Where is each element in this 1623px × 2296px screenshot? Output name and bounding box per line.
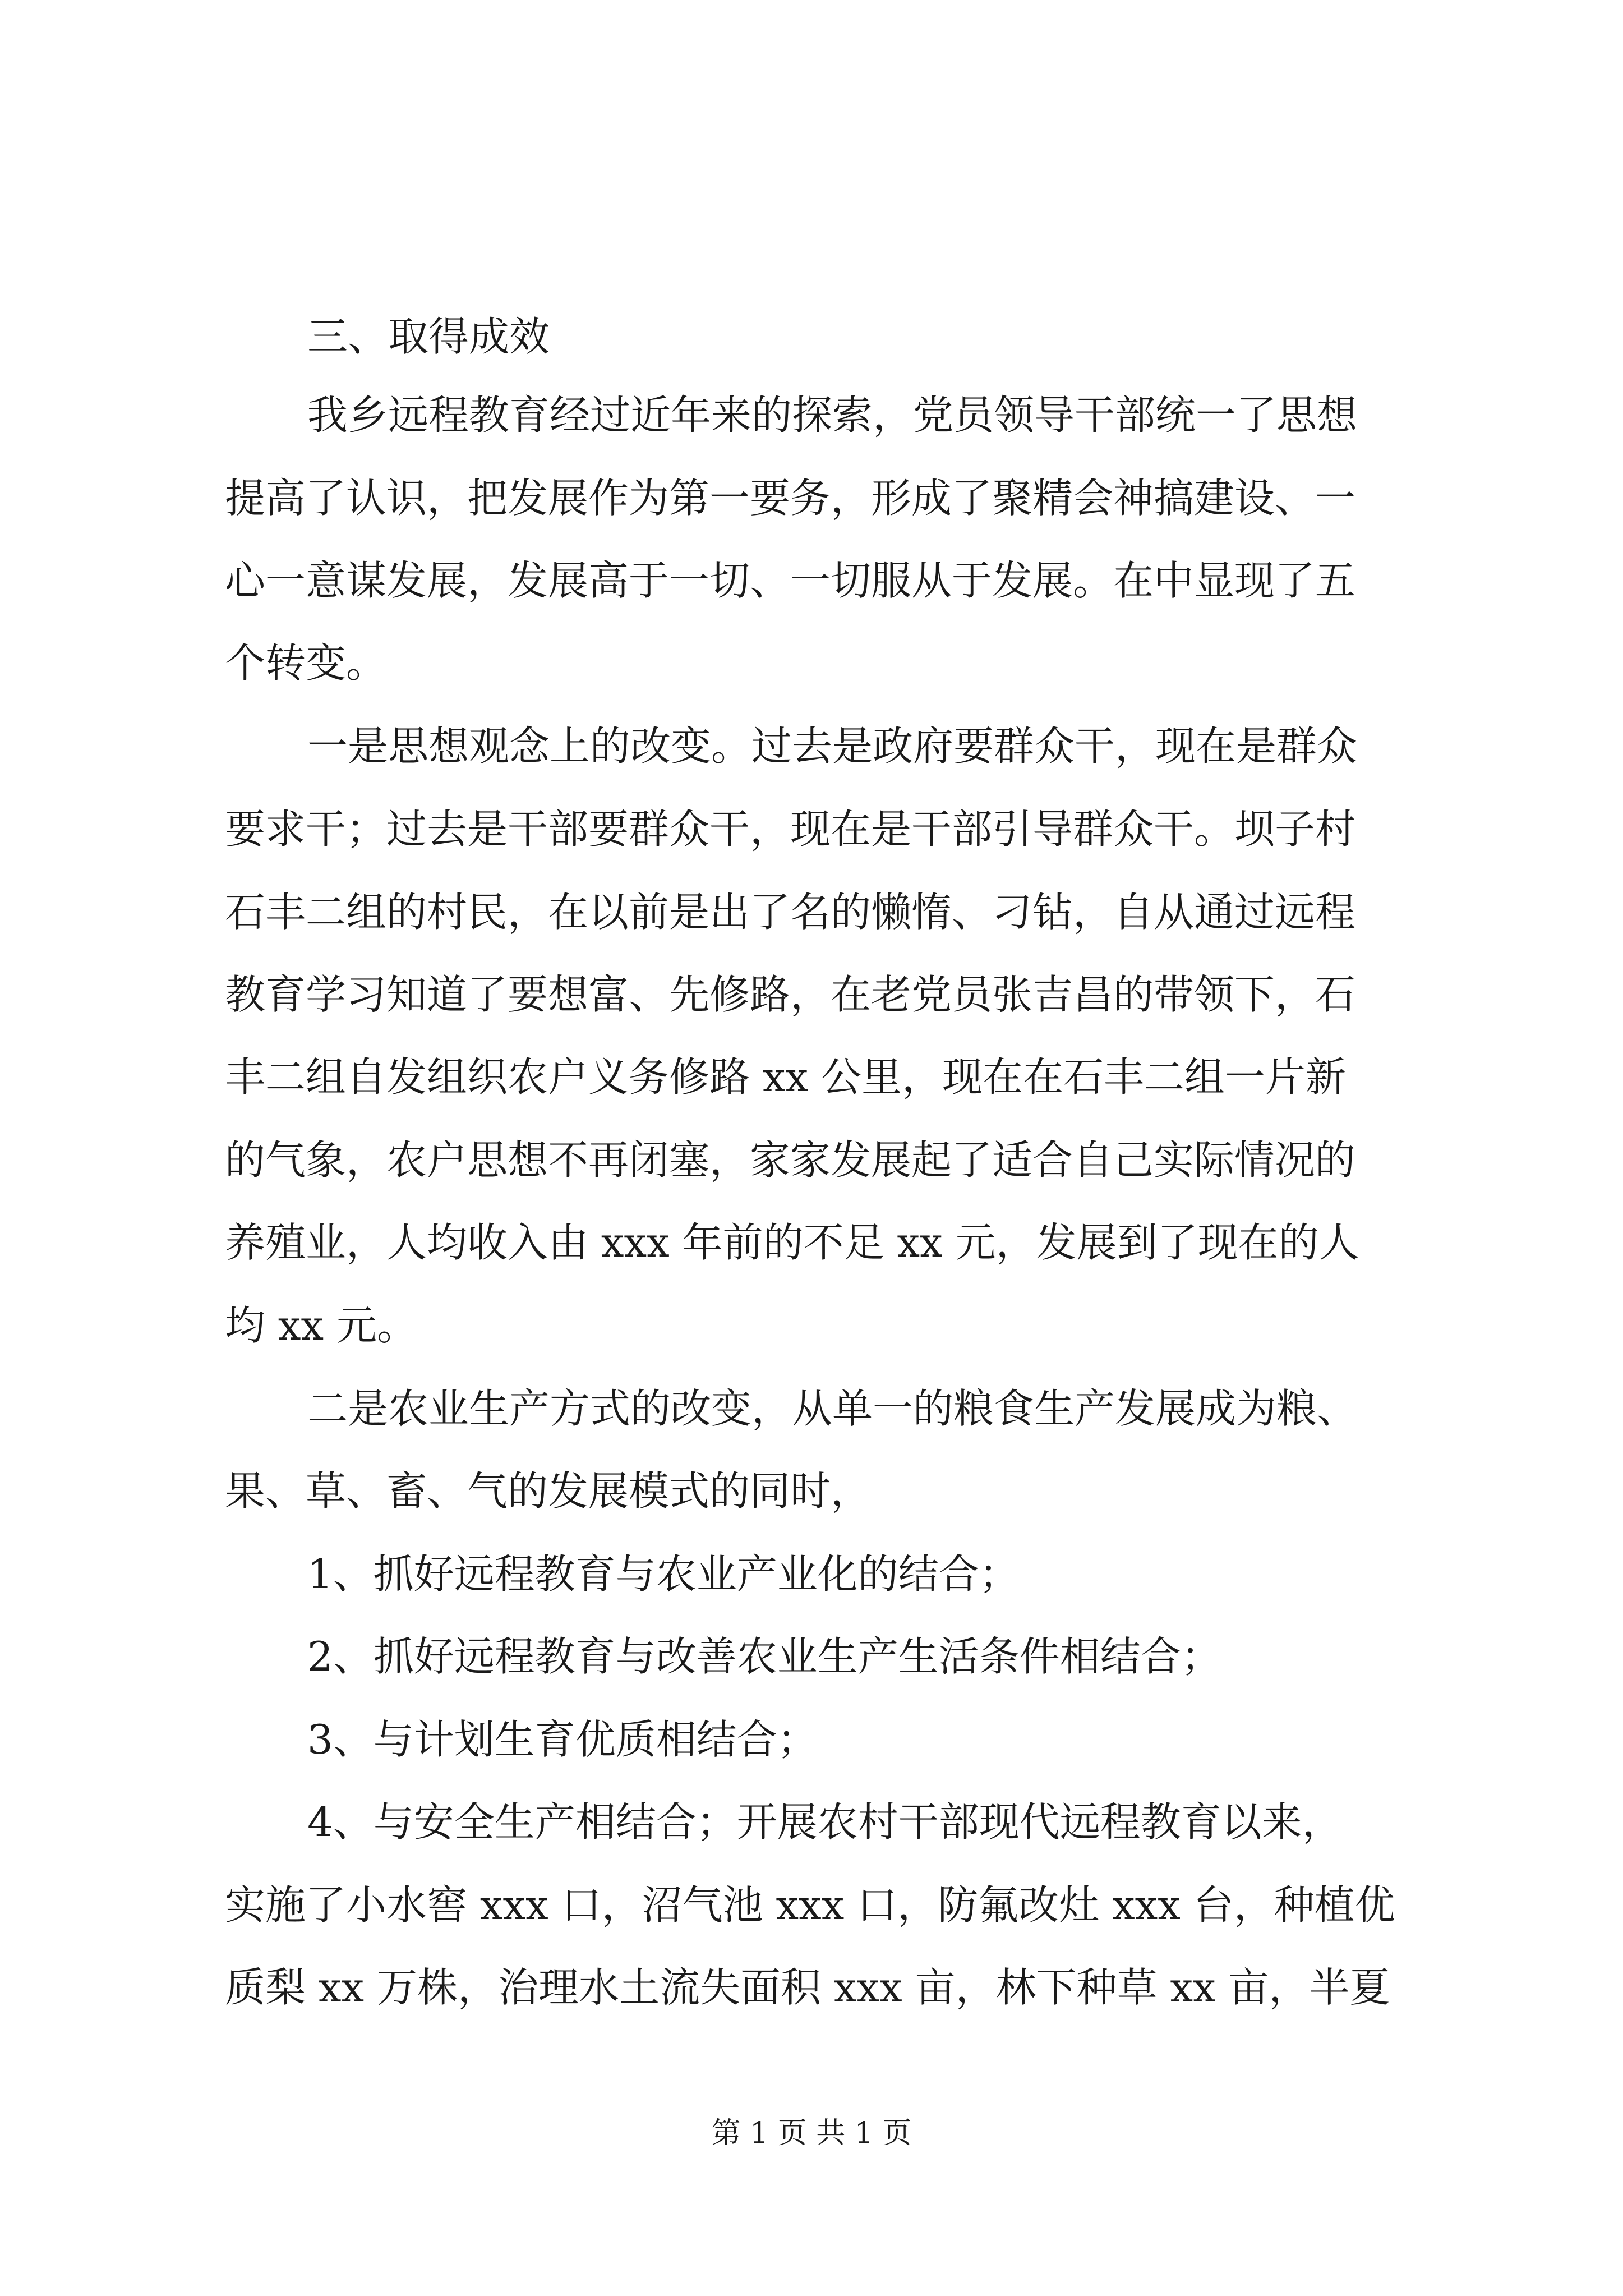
paragraph-line: 提高了认识，把发展作为第一要务，形成了聚精会神搞建设、一 xyxy=(225,475,1356,522)
paragraph-line: 的气象，农户思想不再闭塞，家家发展起了适合自己实际情况的 xyxy=(225,1137,1356,1184)
list-item: 2、抓好远程教育与改善农业生产生活条件相结合； xyxy=(307,1633,1221,1680)
paragraph-line: 实施了小水窖 xxx 口，沼气池 xxx 口，防氟改灶 xxx 台，种植优 xyxy=(225,1881,1395,1929)
paragraph-line: 一是思想观念上的改变。过去是政府要群众干，现在是群众 xyxy=(307,723,1358,770)
list-item: 4、与安全生产相结合；开展农村干部现代远程教育以来， xyxy=(307,1798,1343,1846)
paragraph-line: 石丰二组的村民，在以前是出了名的懒惰、刁钻，自从通过远程 xyxy=(225,889,1356,936)
paragraph-line: 养殖业，人均收入由 xxx 年前的不足 xx 元，发展到了现在的人 xyxy=(225,1219,1359,1266)
paragraph-line: 心一意谋发展，发展高于一切、一切服从于发展。在中显现了五 xyxy=(225,557,1356,604)
paragraph-line: 均 xx 元。 xyxy=(225,1302,417,1349)
paragraph-line: 教育学习知道了要想富、先修路，在老党员张吉昌的带领下，石 xyxy=(225,971,1356,1018)
list-item: 1、抓好远程教育与农业产业化的结合； xyxy=(307,1550,1020,1598)
list-item: 3、与计划生育优质相结合； xyxy=(307,1716,818,1763)
paragraph-line: 个转变。 xyxy=(225,639,387,687)
page-footer: 第 1 页 共 1 页 xyxy=(711,2116,912,2150)
section-heading: 三、取得成效 xyxy=(307,313,550,360)
paragraph-line: 要求干；过去是干部要群众干，现在是干部引导群众干。坝子村 xyxy=(225,806,1356,853)
paragraph-line: 丰二组自发组织农户义务修路 xx 公里，现在在石丰二组一片新 xyxy=(225,1053,1346,1101)
paragraph-line: 质梨 xx 万株，治理水土流失面积 xxx 亩，林下种草 xx 亩，半夏 xyxy=(225,1964,1390,2011)
paragraph-line: 二是农业生产方式的改变，从单一的粮食生产发展成为粮、 xyxy=(307,1385,1358,1432)
paragraph-line: 我乡远程教育经过近年来的探索，党员领导干部统一了思想 xyxy=(307,392,1358,439)
paragraph-line: 果、草、畜、气的发展模式的同时， xyxy=(225,1467,872,1515)
